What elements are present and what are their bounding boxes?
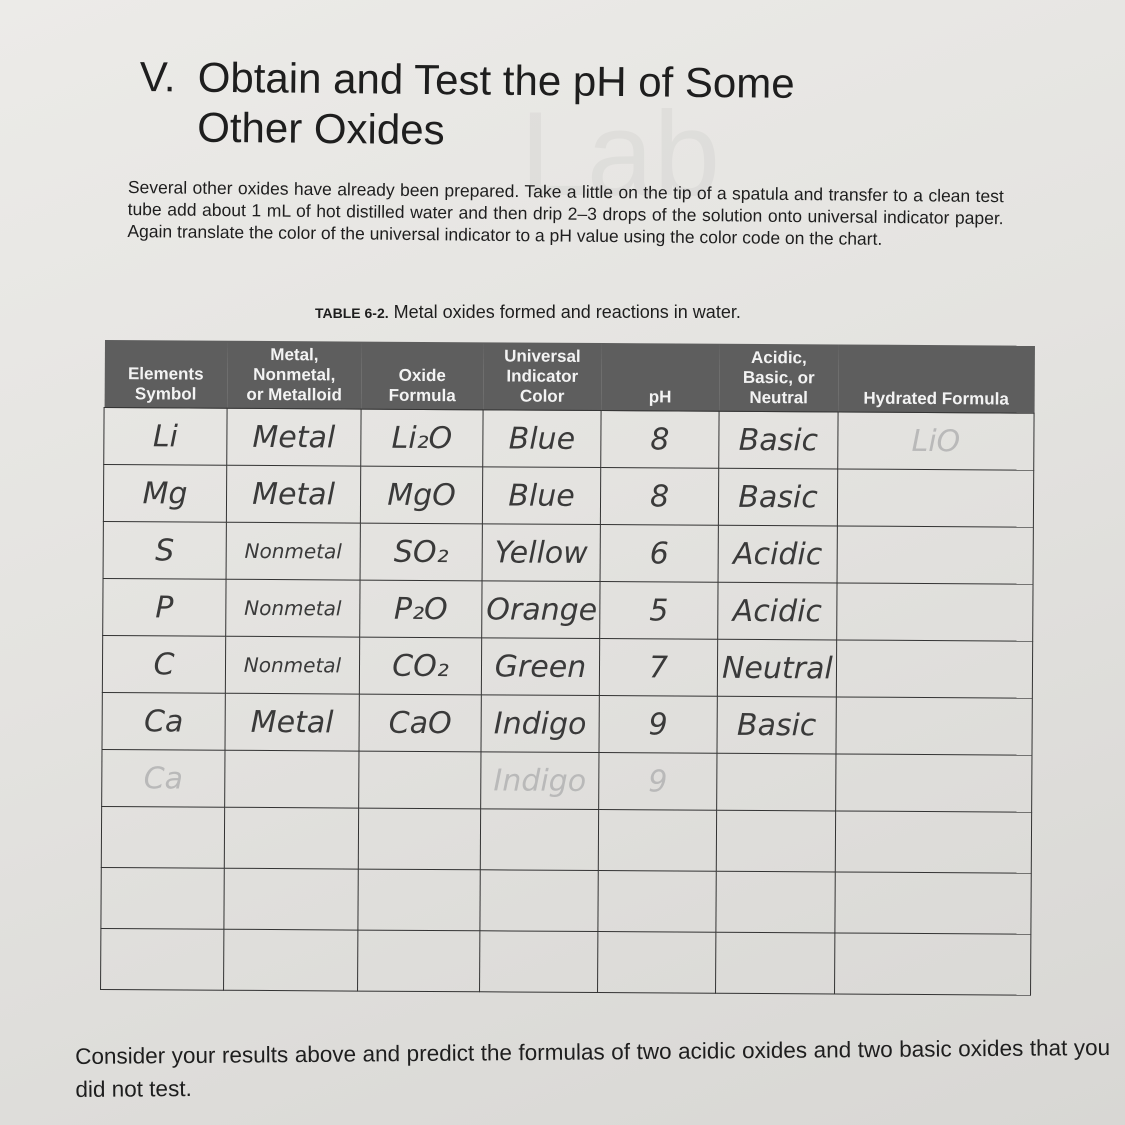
header-line: Neutral bbox=[749, 387, 808, 408]
cell-oxide-formula[interactable] bbox=[359, 751, 481, 809]
cell-indicator-color[interactable] bbox=[480, 870, 598, 932]
cell-oxide-formula[interactable]: CaO bbox=[359, 694, 481, 752]
cell-oxide-formula[interactable]: P₂O bbox=[360, 580, 482, 638]
cell-symbol[interactable]: C bbox=[102, 635, 225, 693]
oxides-table-container bbox=[100, 340, 1035, 996]
cell-indicator-color[interactable] bbox=[480, 931, 598, 993]
table-row bbox=[103, 578, 1033, 641]
cell-hydrated-formula[interactable] bbox=[836, 697, 1032, 755]
footer-question: Consider your results above and predict the formulas of two acidic oxides and two basic oxides that you did not test. bbox=[75, 1034, 1111, 1102]
cell-classification[interactable]: Metal bbox=[225, 693, 359, 751]
cell-oxide-formula[interactable]: Li₂O bbox=[361, 409, 483, 467]
table-row bbox=[104, 408, 1034, 471]
table-row bbox=[101, 867, 1031, 934]
cell-classification[interactable] bbox=[225, 750, 359, 808]
cell-symbol[interactable]: S bbox=[103, 521, 226, 579]
header-metal-nonmetal-metalloid bbox=[227, 341, 361, 409]
cell-hydrated-formula[interactable] bbox=[837, 526, 1033, 584]
table-header-row bbox=[104, 340, 1034, 413]
table-caption-text: Metal oxides formed and reactions in water. bbox=[393, 302, 741, 322]
header-line: Color bbox=[519, 386, 565, 406]
cell-indicator-color[interactable]: Green bbox=[481, 638, 599, 696]
table-caption-label: TABLE 6-2. bbox=[315, 305, 389, 321]
cell-symbol[interactable] bbox=[101, 806, 224, 868]
cell-oxide-formula[interactable] bbox=[358, 869, 480, 931]
cell-ph[interactable]: 8 bbox=[600, 468, 718, 526]
cell-indicator-color[interactable]: Yellow bbox=[482, 524, 600, 582]
header-line: Formula bbox=[388, 385, 456, 406]
cell-symbol[interactable]: Ca bbox=[102, 692, 225, 750]
cell-classification[interactable]: Nonmetal bbox=[226, 579, 360, 637]
cell-acid-base[interactable] bbox=[716, 871, 835, 933]
cell-classification[interactable]: Metal bbox=[226, 465, 360, 523]
cell-symbol[interactable] bbox=[101, 867, 224, 929]
cell-symbol[interactable]: Li bbox=[104, 408, 227, 466]
table-body bbox=[101, 408, 1035, 996]
header-line: Hydrated Formula bbox=[863, 388, 1009, 409]
cell-classification[interactable] bbox=[224, 868, 358, 930]
cell-classification[interactable] bbox=[224, 807, 358, 869]
cell-ph[interactable] bbox=[598, 810, 716, 872]
header-indicator-color bbox=[483, 342, 601, 410]
cell-acid-base[interactable]: Acidic bbox=[718, 525, 837, 583]
header-elements-symbol bbox=[104, 340, 227, 408]
cell-ph[interactable]: 5 bbox=[600, 582, 718, 640]
cell-indicator-color[interactable] bbox=[480, 809, 598, 871]
cell-indicator-color[interactable]: Blue bbox=[482, 467, 600, 525]
cell-hydrated-formula[interactable] bbox=[836, 754, 1032, 812]
cell-indicator-color[interactable]: Indigo bbox=[481, 695, 599, 753]
cell-hydrated-formula[interactable] bbox=[836, 640, 1032, 698]
cell-ph[interactable]: 9 bbox=[599, 696, 717, 754]
cell-symbol[interactable]: Mg bbox=[103, 465, 226, 523]
cell-ph[interactable]: 9 bbox=[599, 753, 717, 811]
section-title-line2: Other Oxides bbox=[196, 103, 445, 154]
cell-ph[interactable] bbox=[598, 871, 716, 933]
cell-hydrated-formula[interactable] bbox=[835, 872, 1031, 934]
header-acidic-basic-neutral bbox=[719, 344, 838, 412]
cell-indicator-color[interactable]: Indigo bbox=[481, 752, 599, 810]
cell-oxide-formula[interactable]: MgO bbox=[360, 466, 482, 524]
cell-symbol[interactable]: Ca bbox=[102, 749, 225, 807]
cell-oxide-formula[interactable]: CO₂ bbox=[359, 637, 481, 695]
cell-acid-base[interactable]: Basic bbox=[719, 411, 838, 469]
cell-hydrated-formula[interactable] bbox=[835, 811, 1031, 873]
cell-oxide-formula[interactable]: SO₂ bbox=[360, 523, 482, 581]
section-title-line1: Obtain and Test the pH of Some bbox=[197, 53, 795, 107]
oxides-table bbox=[100, 340, 1035, 996]
table-caption bbox=[315, 302, 741, 323]
header-line: Nonmetal, bbox=[253, 364, 336, 385]
table-row bbox=[103, 521, 1033, 584]
cell-ph[interactable]: 7 bbox=[599, 639, 717, 697]
cell-acid-base[interactable]: Acidic bbox=[718, 582, 837, 640]
cell-ph[interactable]: 8 bbox=[601, 411, 719, 469]
cell-hydrated-formula[interactable] bbox=[837, 469, 1033, 527]
cell-ph[interactable] bbox=[598, 932, 716, 994]
header-line: or Metalloid bbox=[246, 384, 342, 405]
header-hydrated-formula bbox=[838, 344, 1034, 413]
cell-hydrated-formula[interactable] bbox=[837, 583, 1033, 641]
cell-symbol[interactable] bbox=[101, 928, 224, 990]
table-row bbox=[102, 635, 1032, 698]
intro-paragraph: Several other oxides have already been prepared. Take a little on the tip of a spatula and transfer to a clean test tube add about 1 mL of hot distilled water and then drip 2–3 drops of the solution onto universal indicator paper. Again translate the color of the universal indicator to a pH value using the color code on the chart. bbox=[127, 176, 1004, 249]
cell-acid-base[interactable] bbox=[716, 932, 835, 994]
header-line: Indicator bbox=[506, 366, 579, 386]
header-line: Metal, bbox=[270, 345, 319, 365]
cell-classification[interactable]: Nonmetal bbox=[226, 522, 360, 580]
table-row bbox=[101, 806, 1031, 873]
header-ph bbox=[601, 343, 719, 411]
table-row bbox=[102, 749, 1032, 812]
cell-ph[interactable]: 6 bbox=[600, 525, 718, 583]
header-oxide-formula bbox=[361, 342, 483, 410]
table-row bbox=[103, 465, 1033, 528]
header-line: Elements bbox=[127, 364, 204, 384]
section-number: V. bbox=[139, 52, 176, 101]
header-line: Symbol bbox=[134, 384, 197, 404]
cell-classification[interactable] bbox=[224, 929, 358, 991]
cell-indicator-color[interactable]: Blue bbox=[483, 410, 601, 468]
header-line: Universal bbox=[504, 346, 581, 366]
section-title bbox=[139, 52, 795, 159]
cell-oxide-formula[interactable] bbox=[358, 930, 480, 992]
table-row bbox=[102, 692, 1032, 755]
cell-acid-base[interactable]: Neutral bbox=[717, 639, 836, 697]
cell-acid-base[interactable] bbox=[716, 810, 835, 872]
cell-oxide-formula[interactable] bbox=[358, 808, 480, 870]
cell-acid-base[interactable]: Basic bbox=[717, 696, 836, 754]
header-line: pH bbox=[648, 387, 672, 407]
cell-classification[interactable]: Metal bbox=[227, 408, 361, 466]
cell-hydrated-formula[interactable]: LiO bbox=[838, 412, 1034, 470]
header-line: Acidic, bbox=[750, 347, 807, 368]
cell-classification[interactable]: Nonmetal bbox=[225, 636, 359, 694]
cell-acid-base[interactable] bbox=[717, 753, 836, 811]
header-line: Basic, or bbox=[742, 367, 815, 388]
table-row bbox=[101, 928, 1031, 995]
header-line: Oxide bbox=[398, 365, 446, 386]
cell-hydrated-formula[interactable] bbox=[835, 933, 1031, 995]
cell-acid-base[interactable]: Basic bbox=[718, 468, 837, 526]
cell-indicator-color[interactable]: Orange bbox=[482, 581, 600, 639]
cell-symbol[interactable]: P bbox=[103, 578, 226, 636]
